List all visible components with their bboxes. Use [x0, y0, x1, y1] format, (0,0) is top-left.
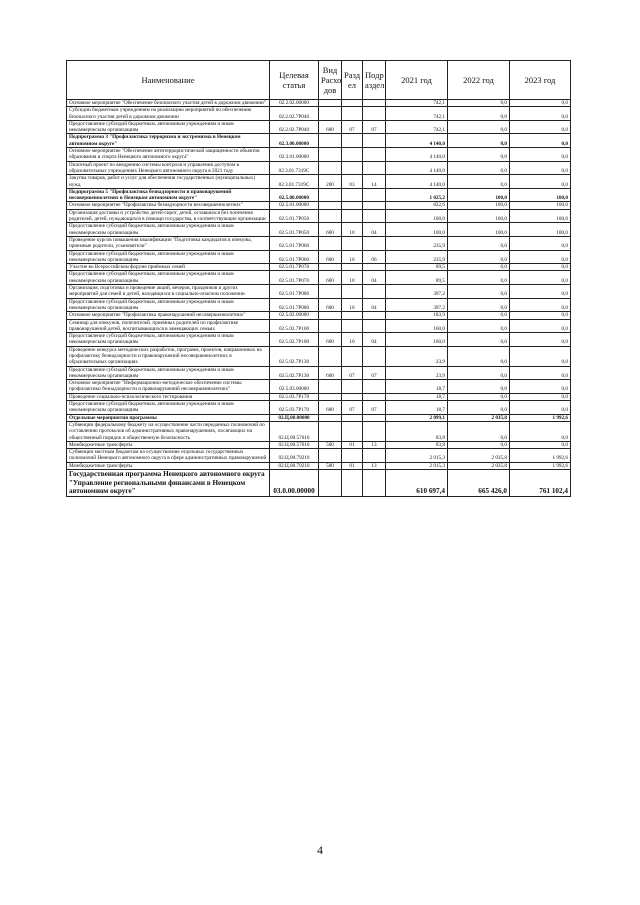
row-name: Межбюджетные трансферты — [67, 441, 270, 448]
row-2022: 0,0 — [448, 380, 510, 394]
row-2023: 0,0 — [510, 134, 571, 148]
row-section — [342, 161, 363, 175]
row-exp-type: 600 — [319, 250, 342, 264]
row-name: Основное мероприятие "Информационно-методическое обеспечение системы профилактики безнадзорности и правонарушений несовершеннолетних" — [67, 380, 270, 394]
row-2021: 742,1 — [386, 120, 448, 134]
row-2023: 0,0 — [510, 175, 571, 189]
row-2022: 0,0 — [448, 441, 510, 448]
row-2023: 0,0 — [510, 250, 571, 264]
row-subsection: 07 — [363, 366, 386, 380]
row-2022: 0,0 — [448, 107, 510, 121]
row-exp-type — [319, 134, 342, 148]
row-subsection — [363, 285, 386, 299]
row-2021: 4 140,0 — [386, 134, 448, 148]
row-2023: 1 992,6 — [510, 462, 571, 469]
row-target: 02.5.03.7Р170 — [270, 393, 319, 400]
row-target: 02.5.01.7Р050 — [270, 223, 319, 237]
row-name: Межбюджетные трансферты — [67, 462, 270, 469]
row-2023: 0,0 — [510, 380, 571, 394]
table-row — [67, 107, 571, 121]
header-2022: 2022 год — [448, 61, 510, 100]
row-target: 02.2.02.7Р040 — [270, 120, 319, 134]
row-name: Предоставление субсидий бюджетным, автономным учреждениям и иным некоммерческим организациям — [67, 366, 270, 380]
row-subsection — [363, 346, 386, 366]
header-target: Целевая статья — [270, 61, 319, 100]
row-section: 07 — [342, 120, 363, 134]
row-subsection: 07 — [363, 401, 386, 415]
row-section — [342, 148, 363, 162]
row-name: Предоставление субсидий бюджетным, автономным учреждениям и иным некоммерческим организациям — [67, 120, 270, 134]
row-exp-type — [319, 319, 342, 333]
row-target: 02.2.02.00000 — [270, 100, 319, 107]
row-2023: 0,0 — [510, 236, 571, 250]
row-2023: 1 992,6 — [510, 414, 571, 421]
row-exp-type — [319, 161, 342, 175]
row-2021: 4 140,0 — [386, 175, 448, 189]
row-section — [342, 380, 363, 394]
table-row — [67, 312, 571, 319]
table-row — [67, 271, 571, 285]
table-row — [67, 188, 571, 202]
row-name: Подпрограмма 3 "Профилактика терроризма и экстремизма в Ненецком автономном округе" — [67, 134, 270, 148]
row-name: Проведение курсов повышения квалификации "Подготовка кандидатов в опекуны, приемные родители, усыновители" — [67, 236, 270, 250]
row-2022: 0,0 — [448, 312, 510, 319]
row-2023: 0,0 — [510, 312, 571, 319]
row-exp-type: 600 — [319, 271, 342, 285]
row-exp-type: 600 — [319, 223, 342, 237]
row-name: Основное мероприятие "Обеспечение безопасного участия детей в дорожном движении" — [67, 100, 270, 107]
row-2023: 0,0 — [510, 264, 571, 271]
row-section — [342, 100, 363, 107]
row-name: Предоставление субсидий бюджетным, автономным учреждениям и иным некоммерческим организациям — [67, 298, 270, 312]
row-target: 02.3.01.7319С — [270, 175, 319, 189]
row-name: Предоставление субсидий бюджетным, автономным учреждениям и иным некоммерческим организациям — [67, 223, 270, 237]
row-section: 10 — [342, 298, 363, 312]
table-row — [67, 441, 571, 448]
row-target: 02.5.02.7Р130 — [270, 366, 319, 380]
row-2021: 2 015,3 — [386, 462, 448, 469]
row-2022: 0,0 — [448, 366, 510, 380]
row-exp-type: 600 — [319, 366, 342, 380]
row-2022: 0,0 — [448, 346, 510, 366]
row-target: 02.5.02.00000 — [270, 312, 319, 319]
row-2023: 0,0 — [510, 393, 571, 400]
row-section — [342, 188, 363, 202]
table-row — [67, 319, 571, 333]
row-2021: 18,7 — [386, 393, 448, 400]
row-section: 01 — [342, 441, 363, 448]
row-name: Предоставление субсидий бюджетным, автономным учреждениям и иным некоммерческим организациям — [67, 401, 270, 415]
row-subsection: 06 — [363, 250, 386, 264]
row-subsection: 07 — [363, 120, 386, 134]
table-row — [67, 393, 571, 400]
row-name: Закупка товаров, работ и услуг для обеспечения государственных (муниципальных) нужд — [67, 175, 270, 189]
row-2023: 0,0 — [510, 100, 571, 107]
row-2021: 83,8 — [386, 421, 448, 441]
page-number: 4 — [317, 843, 323, 857]
row-2022: 100,0 — [448, 188, 510, 202]
table-row — [67, 236, 571, 250]
table-row — [67, 462, 571, 469]
row-subsection — [363, 161, 386, 175]
table-row — [67, 285, 571, 299]
table-row — [67, 366, 571, 380]
row-2022: 0,0 — [448, 175, 510, 189]
row-2022: 0,0 — [448, 401, 510, 415]
row-target: 02.5.02.7Р130 — [270, 346, 319, 366]
row-section: 10 — [342, 223, 363, 237]
row-2021: 89,5 — [386, 271, 448, 285]
row-name: Отдельные мероприятия программы — [67, 414, 270, 421]
row-exp-type — [319, 285, 342, 299]
row-exp-type — [319, 414, 342, 421]
row-2021: 18,7 — [386, 401, 448, 415]
row-2022: 2 035,8 — [448, 414, 510, 421]
row-section — [342, 421, 363, 441]
row-2022: 0,0 — [448, 161, 510, 175]
header-name: Наименование — [67, 61, 270, 100]
row-2023: 1 992,6 — [510, 449, 571, 463]
row-2023: 0,0 — [510, 285, 571, 299]
row-2021: 235,9 — [386, 250, 448, 264]
row-section — [342, 393, 363, 400]
table-row — [67, 449, 571, 463]
row-2021: 742,1 — [386, 107, 448, 121]
row-subsection — [363, 100, 386, 107]
row-2022: 2 035,8 — [448, 449, 510, 463]
row-section — [342, 236, 363, 250]
table-row — [67, 120, 571, 134]
row-target: 02.Ц.00.00000 — [270, 414, 319, 421]
row-target: 02.Ц.00.79210 — [270, 462, 319, 469]
row-2021: 742,1 — [386, 100, 448, 107]
row-subsection — [363, 421, 386, 441]
row-subsection — [363, 202, 386, 209]
row-subsection — [363, 380, 386, 394]
row-2022: 0,0 — [448, 333, 510, 347]
row-name: Основное мероприятие "Обеспечение антитеррористической защищенности объектов образования и спорта Ненецкого автономного округа" — [67, 148, 270, 162]
row-2022: 0,0 — [448, 393, 510, 400]
row-2021: 89,5 — [386, 264, 448, 271]
row-exp-type — [319, 100, 342, 107]
row-2021: 397,2 — [386, 298, 448, 312]
row-exp-type — [319, 470, 342, 497]
row-section: 01 — [342, 462, 363, 469]
row-2023: 0,0 — [510, 346, 571, 366]
row-subsection — [363, 414, 386, 421]
row-name: Предоставление субсидий бюджетным, автономным учреждениям и иным некоммерческим организациям — [67, 271, 270, 285]
header-subsection: Подр аздел — [363, 61, 386, 100]
row-subsection — [363, 209, 386, 223]
row-2022: 100,0 — [448, 209, 510, 223]
table-row — [67, 223, 571, 237]
row-exp-type: 200 — [319, 175, 342, 189]
row-target: 02.5.03.00000 — [270, 380, 319, 394]
row-target: 02.3.01.7319С — [270, 161, 319, 175]
row-2023: 0,0 — [510, 107, 571, 121]
row-2022: 0,0 — [448, 298, 510, 312]
table-row — [67, 470, 571, 497]
row-2021: 100,0 — [386, 209, 448, 223]
table-row — [67, 250, 571, 264]
row-exp-type — [319, 393, 342, 400]
row-name: Организация, подготовка и проведение акций, вечеров, праздников и других мероприятий для семей и детей, находящихся в социально-опасном положении — [67, 285, 270, 299]
row-section — [342, 264, 363, 271]
table-row — [67, 380, 571, 394]
header-exp-type: Вид Расхо дов — [319, 61, 342, 100]
row-exp-type — [319, 312, 342, 319]
row-2022: 0,0 — [448, 264, 510, 271]
row-subsection — [363, 148, 386, 162]
row-subsection — [363, 107, 386, 121]
row-exp-type — [319, 209, 342, 223]
row-2023: 0,0 — [510, 148, 571, 162]
row-target: 02.5.01.7Р080 — [270, 285, 319, 299]
row-2022: 0,0 — [448, 285, 510, 299]
row-target: 02.5.01.7Р060 — [270, 236, 319, 250]
row-2021: 83,8 — [386, 441, 448, 448]
row-2022: 100,0 — [448, 202, 510, 209]
budget-table-container — [66, 60, 570, 497]
table-row — [67, 414, 571, 421]
row-2023: 0,0 — [510, 120, 571, 134]
row-subsection — [363, 312, 386, 319]
row-2023: 0,0 — [510, 298, 571, 312]
row-exp-type — [319, 202, 342, 209]
row-section: 10 — [342, 250, 363, 264]
row-subsection: 04 — [363, 271, 386, 285]
row-name: Субсидии бюджетным учреждениям на реализацию мероприятий по обеспечению безопасного участия детей в дорожном движении — [67, 107, 270, 121]
row-2023: 0,0 — [510, 333, 571, 347]
row-section — [342, 209, 363, 223]
row-2023: 0,0 — [510, 319, 571, 333]
row-2022: 0,0 — [448, 421, 510, 441]
row-2022: 665 426,0 — [448, 470, 510, 497]
row-2021: 183,9 — [386, 312, 448, 319]
row-subsection — [363, 470, 386, 497]
row-subsection — [363, 264, 386, 271]
row-section — [342, 312, 363, 319]
row-name: Субвенции местным бюджетам на осуществление отдельных государственных полномочий Ненецкого автономного округа в сфере административных правонарушений — [67, 449, 270, 463]
row-target: 02.5.02.7Р100 — [270, 333, 319, 347]
row-target: 02.5.02.7Р100 — [270, 319, 319, 333]
table-row — [67, 401, 571, 415]
row-name: Предоставление субсидий бюджетным, автономным учреждениям и иным некоммерческим организациям — [67, 333, 270, 347]
row-target: 02.5.01.7Р070 — [270, 271, 319, 285]
row-exp-type — [319, 346, 342, 366]
row-target: 02.5.01.7Р080 — [270, 298, 319, 312]
row-subsection — [363, 319, 386, 333]
table-row — [67, 148, 571, 162]
row-2021: 397,2 — [386, 285, 448, 299]
row-target: 03.0.00.00000 — [270, 470, 319, 497]
row-2021: 100,0 — [386, 223, 448, 237]
row-exp-type: 500 — [319, 462, 342, 469]
row-2023: 0,0 — [510, 161, 571, 175]
table-row — [67, 333, 571, 347]
row-2021: 160,0 — [386, 333, 448, 347]
row-section: 07 — [342, 366, 363, 380]
row-exp-type — [319, 380, 342, 394]
row-subsection: 13 — [363, 462, 386, 469]
row-2023: 100,0 — [510, 188, 571, 202]
row-2021: 822,6 — [386, 202, 448, 209]
row-2022: 0,0 — [448, 319, 510, 333]
row-exp-type — [319, 449, 342, 463]
row-target: 02.5.01.7Р070 — [270, 264, 319, 271]
row-2021: 23,9 — [386, 346, 448, 366]
row-name: Подпрограмма 5 "Профилактика безнадзорности и правонарушений несовершеннолетних в Ненецком автономном округе" — [67, 188, 270, 202]
row-2022: 0,0 — [448, 134, 510, 148]
row-exp-type — [319, 148, 342, 162]
row-2023: 100,0 — [510, 209, 571, 223]
row-2021: 23,9 — [386, 366, 448, 380]
row-2021: 18,7 — [386, 380, 448, 394]
row-target: 02.Ц.00.57010 — [270, 441, 319, 448]
row-exp-type: 600 — [319, 333, 342, 347]
header-2023: 2023 год — [510, 61, 571, 100]
row-2022: 0,0 — [448, 271, 510, 285]
table-row — [67, 202, 571, 209]
row-2021: 2 099,1 — [386, 414, 448, 421]
table-row — [67, 209, 571, 223]
row-2023: 0,0 — [510, 421, 571, 441]
table-row — [67, 161, 571, 175]
row-subsection: 04 — [363, 333, 386, 347]
row-subsection: 14 — [363, 175, 386, 189]
row-exp-type — [319, 264, 342, 271]
row-name: Государственная программа Ненецкого автономного округа "Управление региональными финансами в Ненецком автономном округе" — [67, 470, 270, 497]
row-subsection — [363, 134, 386, 148]
row-section: 10 — [342, 333, 363, 347]
row-name: Субвенции федеральному бюджету на осуществление части переданных полномочий по составлению протоколов об административных правонарушениях, посягающих на общественный порядок и общественную безопасность — [67, 421, 270, 441]
row-section — [342, 470, 363, 497]
row-subsection — [363, 393, 386, 400]
row-section: 07 — [342, 401, 363, 415]
row-section — [342, 449, 363, 463]
table-row — [67, 298, 571, 312]
budget-table — [66, 60, 571, 497]
row-subsection: 04 — [363, 223, 386, 237]
row-target: 02.3.01.00000 — [270, 148, 319, 162]
row-2022: 2 035,8 — [448, 462, 510, 469]
row-section: 03 — [342, 175, 363, 189]
row-section: 10 — [342, 271, 363, 285]
row-section — [342, 202, 363, 209]
table-row — [67, 264, 571, 271]
row-2023: 0,0 — [510, 401, 571, 415]
row-2023: 0,0 — [510, 366, 571, 380]
row-name: Предоставление субсидий бюджетным, автономным учреждениям и иным некоммерческим организациям — [67, 250, 270, 264]
row-subsection — [363, 188, 386, 202]
row-name: Организация доставки и устройство детей-сирот, детей, оставшихся без попечения родителей, детей, нуждающихся в помощи государства, в соответствующие организации — [67, 209, 270, 223]
row-target: 02.5.01.7Р060 — [270, 250, 319, 264]
row-2022: 0,0 — [448, 148, 510, 162]
row-target: 02.3.00.00000 — [270, 134, 319, 148]
row-target: 02.Ц.00.79210 — [270, 449, 319, 463]
table-body — [67, 100, 571, 497]
table-row — [67, 175, 571, 189]
row-subsection — [363, 236, 386, 250]
row-name: Основное мероприятие "Профилактика правонарушений несовершеннолетних" — [67, 312, 270, 319]
row-name: Участие во Всероссийском форуме приёмных семей — [67, 264, 270, 271]
row-section — [342, 414, 363, 421]
table-row — [67, 134, 571, 148]
row-exp-type — [319, 236, 342, 250]
table-row — [67, 421, 571, 441]
row-target: 02.Ц.00.57010 — [270, 421, 319, 441]
row-2023: 0,0 — [510, 271, 571, 285]
row-2023: 0,0 — [510, 441, 571, 448]
table-row — [67, 100, 571, 107]
row-2021: 1 025,2 — [386, 188, 448, 202]
header-2021: 2021 год — [386, 61, 448, 100]
row-2021: 2 015,3 — [386, 449, 448, 463]
row-2023: 100,0 — [510, 202, 571, 209]
row-target: 02.5.01.7Р050 — [270, 209, 319, 223]
row-exp-type — [319, 107, 342, 121]
table-row — [67, 346, 571, 366]
row-2023: 100,0 — [510, 223, 571, 237]
row-exp-type: 600 — [319, 120, 342, 134]
row-subsection: 04 — [363, 298, 386, 312]
row-exp-type: 500 — [319, 441, 342, 448]
row-name: Проведение социально-психологического тестирования — [67, 393, 270, 400]
row-subsection — [363, 449, 386, 463]
row-2022: 0,0 — [448, 250, 510, 264]
row-name: Основное мероприятие "Профилактика безнадзорности несовершеннолетних" — [67, 202, 270, 209]
row-2022: 0,0 — [448, 120, 510, 134]
row-2021: 160,0 — [386, 319, 448, 333]
row-2022: 0,0 — [448, 100, 510, 107]
row-2021: 4 140,0 — [386, 161, 448, 175]
row-2022: 0,0 — [448, 236, 510, 250]
row-section — [342, 107, 363, 121]
row-2021: 235,9 — [386, 236, 448, 250]
row-exp-type: 600 — [319, 298, 342, 312]
row-section — [342, 285, 363, 299]
row-2022: 100,0 — [448, 223, 510, 237]
row-name: Семинар для опекунов, попечителей, приемных родителей по профилактике правонарушений детей, воспитывающихся в замещающих семьях — [67, 319, 270, 333]
row-section — [342, 134, 363, 148]
row-2021: 610 697,4 — [386, 470, 448, 497]
row-2021: 4 140,0 — [386, 148, 448, 162]
row-target: 02.5.00.00000 — [270, 188, 319, 202]
row-subsection: 13 — [363, 441, 386, 448]
row-exp-type — [319, 188, 342, 202]
row-target: 02.5.01.00000 — [270, 202, 319, 209]
row-name: Проведение конкурса методических разработок, программ, проектов, направленных на профилактику безнадзорности и правонарушений несовершеннолетних в образовательных организациях — [67, 346, 270, 366]
row-2023: 761 102,4 — [510, 470, 571, 497]
row-name: Пилотный проект по внедрению системы контроля и управления доступом в образовательных учреждениях Ненецкого автономного округа в 2021 году — [67, 161, 270, 175]
row-exp-type: 600 — [319, 401, 342, 415]
row-section — [342, 319, 363, 333]
row-section — [342, 346, 363, 366]
header-section: Разд ел — [342, 61, 363, 100]
table-header-row — [67, 61, 571, 100]
row-target: 02.5.03.7Р170 — [270, 401, 319, 415]
row-target: 02.2.02.7Р040 — [270, 107, 319, 121]
row-exp-type — [319, 421, 342, 441]
